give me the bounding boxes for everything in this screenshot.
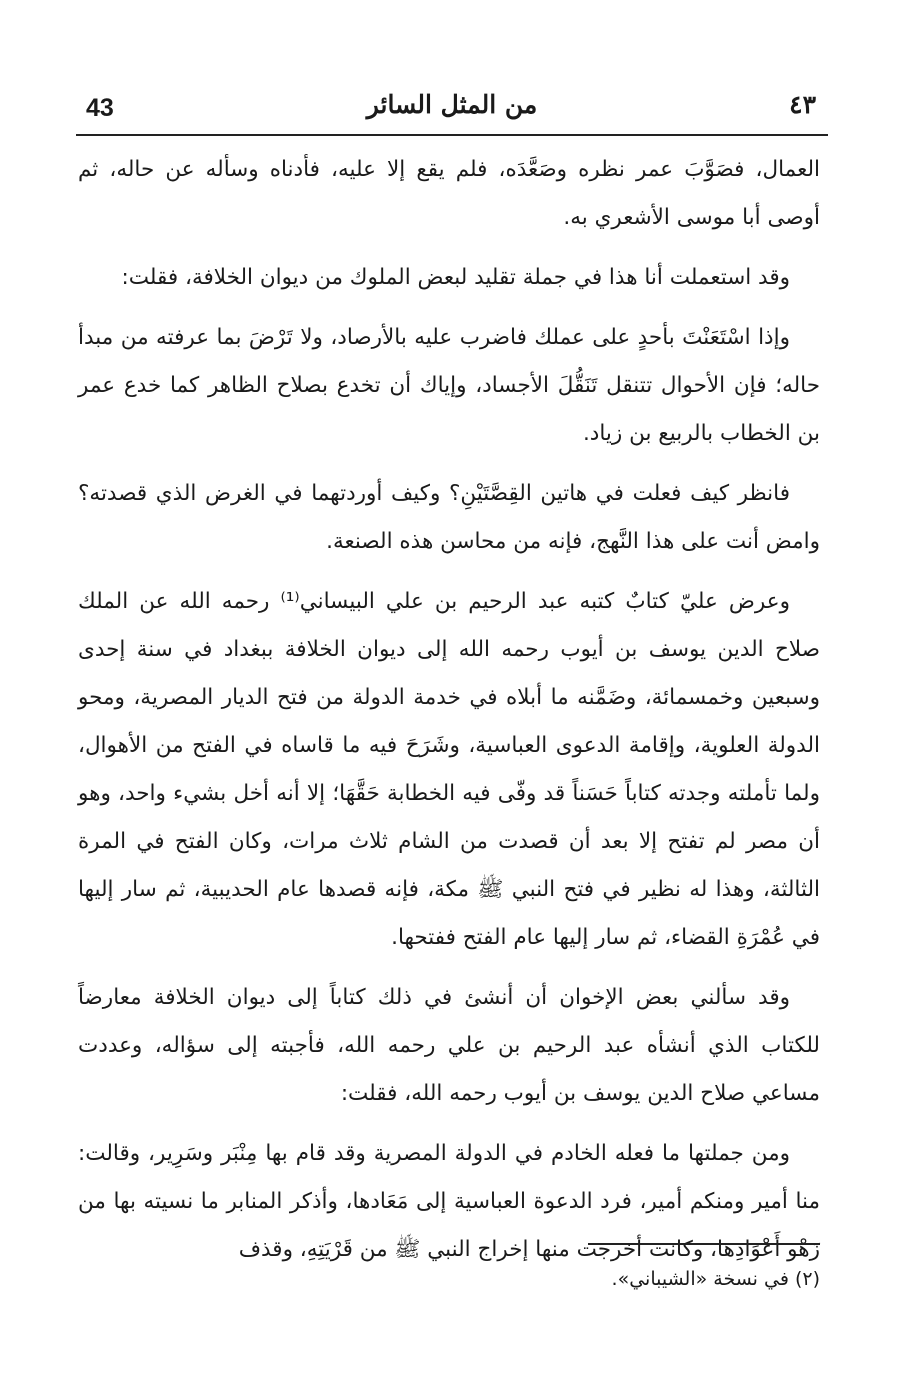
footnote-separator [588,1243,820,1245]
page-number-latin: 43 [86,94,114,122]
paragraph: وإذا اسْتَعَنْتَ بأحدٍ على عملك فاضرب عليه بالأرصاد، ولا تَرْضَ بما عرفته من مبدأ حاله؛ فإن الأحوال تتنقل تَنَقُّلَ الأجساد، وإياك أن تخدع بصلاح الظاهر كما خدع عمر بن الخطاب بالربيع بن زياد. [78,325,820,446]
footnote: (٢) في نسخة «الشيباني». [611,1268,820,1290]
running-title: من المثل السائر [366,90,538,119]
paragraph: ومن جملتها ما فعله الخادم في الدولة المصرية وقد قام بها مِنْبَر وسَرِير، وقالت: منا أمير ومنكم أمير، فرد الدعوة العباسية إلى مَعَادها، وأذكر المنابر ما نسيته بها من زَهْو أَعْوَادِها، وكانت أخرجت منها إخراج النبي ﷺ من قَرْيَتِهِ، وقذف [78,1141,820,1262]
page-header [76,90,828,136]
paragraph: العمال، فصَوَّبَ عمر نظره وصَعَّدَه، فلم يقع إلا عليه، فأدناه وسأله عن حاله، ثم أوصى أبا موسى الأشعري به. [78,157,820,230]
paragraph: وعرض عليّ كتابٌ كتبه عبد الرحيم بن علي البيساني⁽¹⁾ رحمه الله عن الملك صلاح الدين يوسف بن أيوب رحمه الله إلى ديوان الخلافة ببغداد في سنة إحدى وسبعين وخمسمائة، وضَمَّنه ما أبلاه في خدمة الدولة من فتح الديار المصرية، ومحو الدولة العلوية، وإقامة الدعوى العباسية، وشَرَحَ فيه ما قاساه في الفتح من الأهوال، ولما تأملته وجدته كتاباً حَسَناً قد وفّى فيه الخطابة حَقَّهَا؛ إلا أنه أخل بشيء واحد، وهو أن مصر لم تفتح إلا بعد أن قصدت من الشام ثلاث مرات، وكان الفتح في المرة الثالثة، وهذا له نظير في فتح النبي ﷺ مكة، فإنه قصدها عام الحديبية، ثم سار إليها في عُمْرَةِ القضاء، ثم سار إليها عام الفتح ففتحها. [78,589,820,950]
paragraph: وقد استعملت أنا هذا في جملة تقليد لبعض الملوك من ديوان الخلافة، فقلت: [121,265,790,290]
body-text [78,146,820,1286]
paragraph: وقد سألني بعض الإخوان أن أنشئ في ذلك كتاباً إلى ديوان الخلافة معارضاً للكتاب الذي أنشأه عبد الرحيم بن علي رحمه الله، فأجبته إلى سؤاله، وعددت مساعي صلاح الدين يوسف بن أيوب رحمه الله، فقلت: [78,985,820,1106]
paragraph: فانظر كيف فعلت في هاتين القِصَّتَيْنِ؟ وكيف أوردتهما في الغرض الذي قصدته؟ وامض أنت على هذا النَّهج، فإنه من محاسن هذه الصنعة. [78,481,820,554]
page-number-arabic: ٤٣ [789,90,816,119]
